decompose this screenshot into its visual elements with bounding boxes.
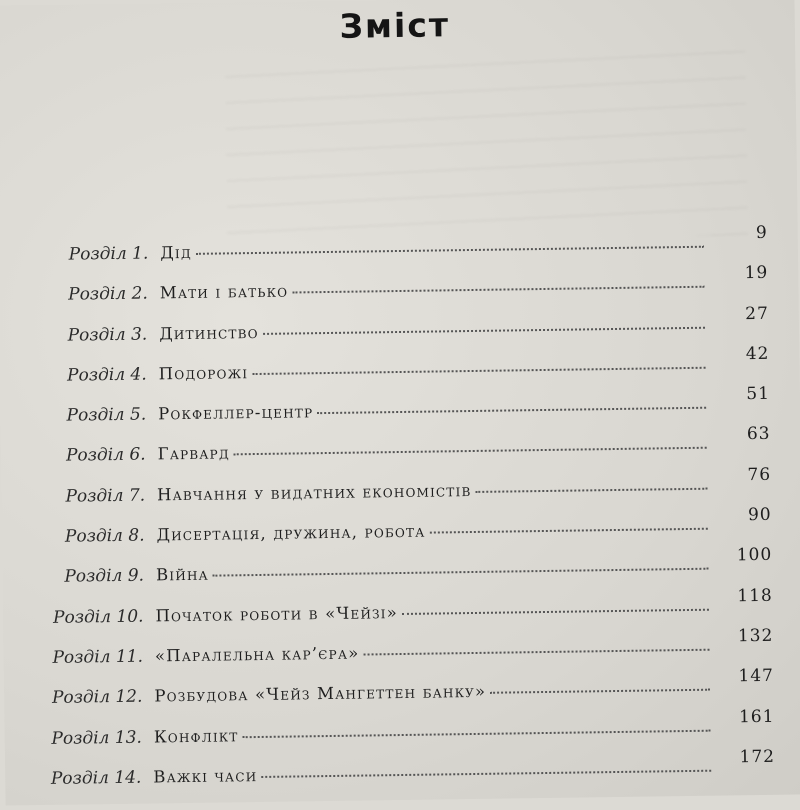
dot-leader xyxy=(363,649,709,656)
chapter-number: Розділ 12. xyxy=(51,686,143,709)
dot-leader xyxy=(429,528,707,534)
chapter-number: Розділ 6. xyxy=(65,445,146,467)
chapter-number: Розділ 5. xyxy=(66,404,147,426)
page-number: 9 xyxy=(755,222,768,244)
chapter-title: «Паралельна кар’єра» xyxy=(154,643,360,666)
page-number: 19 xyxy=(744,263,769,284)
chapter-number: Розділ 1. xyxy=(68,243,149,265)
dot-leader xyxy=(196,246,704,255)
chapter-title: Дисертація, дружина, робота xyxy=(156,521,426,545)
chapter-title: Війна xyxy=(155,565,210,585)
page-number: 76 xyxy=(747,464,772,485)
chapter-number: Розділ 14. xyxy=(50,767,142,789)
page-number: 90 xyxy=(747,504,772,526)
chapter-title: Важкі часи xyxy=(153,765,258,787)
chapter-number: Розділ 3. xyxy=(67,324,148,346)
chapter-title: Мати і батько xyxy=(159,281,289,303)
page-number: 132 xyxy=(737,625,774,647)
dot-leader xyxy=(252,367,705,375)
chapter-number: Розділ 2. xyxy=(68,283,148,305)
chapter-title: Конфлікт xyxy=(153,725,239,747)
chapter-number: Розділ 7. xyxy=(65,485,146,507)
page-number: 63 xyxy=(746,424,771,445)
chapter-number: Розділ 13. xyxy=(51,727,143,749)
dot-leader xyxy=(402,608,709,614)
chapter-title: Рокфеллер-центр xyxy=(158,402,314,424)
dot-leader xyxy=(490,689,710,694)
dot-leader xyxy=(263,326,705,334)
chapter-number: Розділ 9. xyxy=(64,565,145,588)
page-title: Зміст xyxy=(339,5,451,46)
page-number: 147 xyxy=(738,666,775,687)
chapter-title: Навчання у видатних економістів xyxy=(156,480,472,505)
dot-leader xyxy=(243,729,711,738)
dot-leader xyxy=(213,568,708,577)
dot-leader xyxy=(476,487,708,492)
chapter-title: Розбудова «Чейз Мангеттен банку» xyxy=(154,682,487,706)
page-number: 172 xyxy=(739,746,776,768)
table-of-contents xyxy=(28,222,776,809)
page-number: 42 xyxy=(745,343,770,365)
dot-leader xyxy=(234,447,707,456)
chapter-title: Початок роботи в «Чейзі» xyxy=(155,602,399,626)
dot-leader xyxy=(317,407,706,414)
chapter-number: Розділ 4. xyxy=(66,364,147,386)
chapter-title: Подорожі xyxy=(158,363,249,384)
chapter-title: Дід xyxy=(160,242,192,263)
show-through-text xyxy=(225,45,748,242)
chapter-number: Розділ 8. xyxy=(64,525,145,547)
chapter-title: Дитинство xyxy=(159,322,259,343)
chapter-number: Розділ 11. xyxy=(52,646,144,668)
dot-leader xyxy=(292,286,704,294)
page-number: 161 xyxy=(738,706,775,727)
chapter-number: Розділ 10. xyxy=(52,606,144,628)
page-number: 118 xyxy=(737,585,773,606)
page-number: 100 xyxy=(736,545,773,566)
page-number: 51 xyxy=(746,384,771,405)
page-number: 27 xyxy=(745,303,769,324)
dot-leader xyxy=(261,770,711,778)
chapter-title: Гарвард xyxy=(157,443,230,464)
